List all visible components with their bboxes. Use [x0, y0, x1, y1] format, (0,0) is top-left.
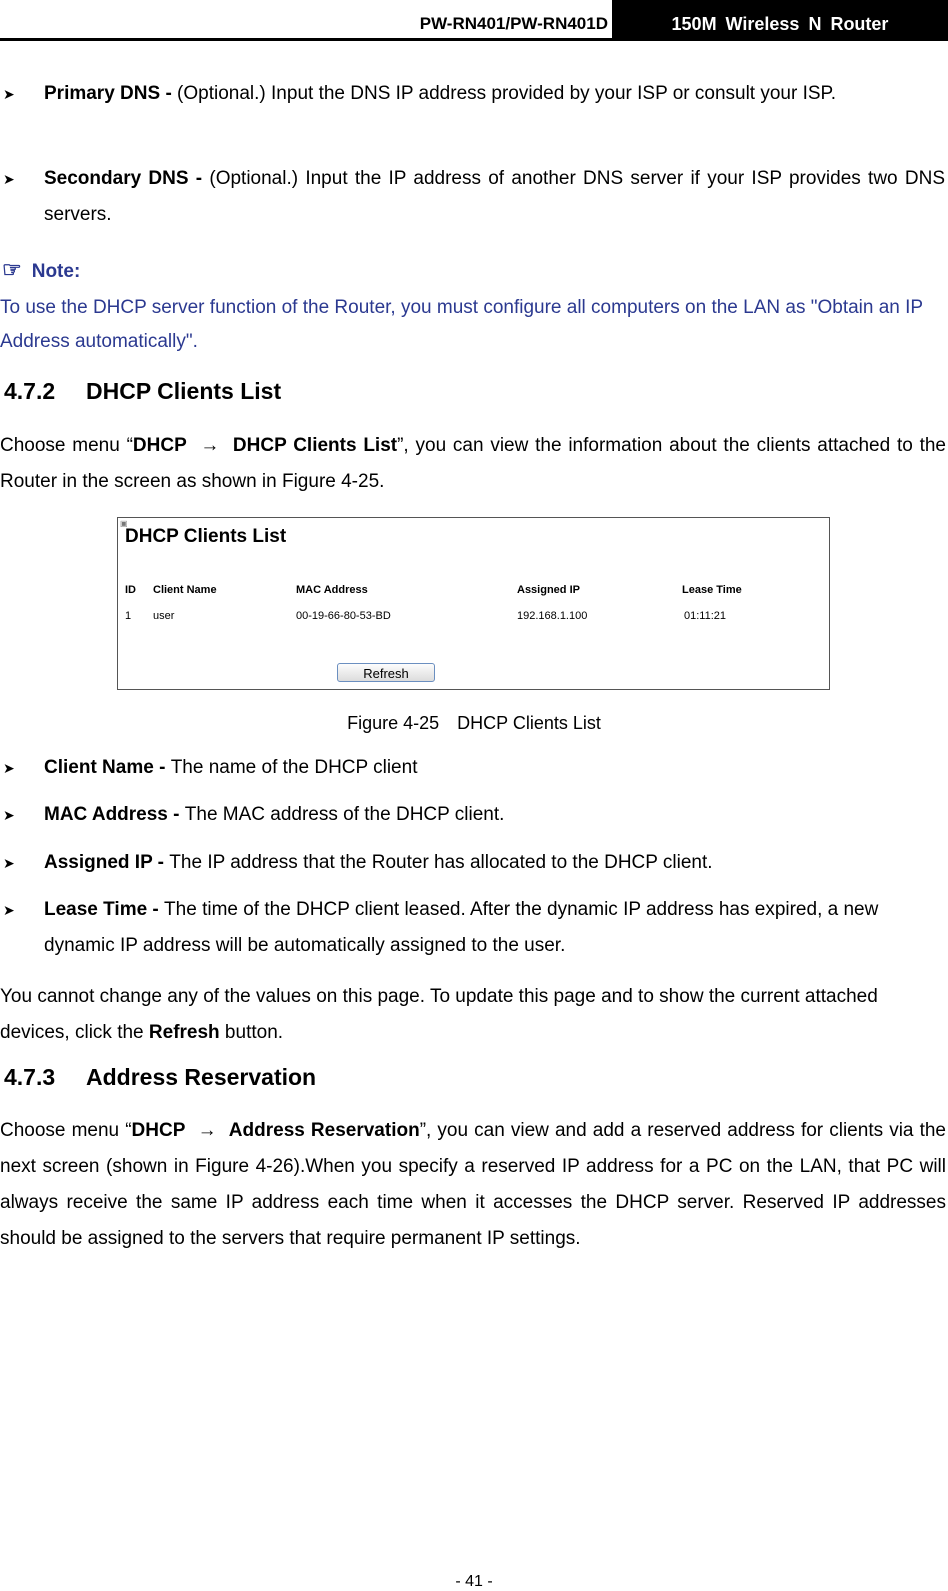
caption-number: Figure 4-25: [347, 713, 440, 733]
cell-lease-time: 01:11:21: [684, 610, 727, 622]
note-heading: [2, 257, 80, 283]
bullet-arrow-icon: ➤: [3, 760, 15, 776]
arrow-icon: →: [197, 1120, 217, 1141]
section-number: 4.7.3: [4, 1064, 56, 1090]
caption-text: DHCP Clients List: [457, 713, 601, 733]
bullet-secondary-dns: [0, 161, 945, 233]
arrow-icon: →: [200, 435, 220, 456]
bullet-term: Assigned IP -: [44, 852, 170, 873]
cell-id: 1: [125, 610, 132, 622]
bullet-arrow-icon: ➤: [3, 902, 15, 918]
bullet-text: The MAC address of the DHCP client.: [184, 804, 505, 825]
bullet-arrow-icon: ➤: [3, 855, 15, 871]
refresh-emphasis: Refresh: [148, 1022, 220, 1043]
bullet-primary-dns: [0, 76, 945, 112]
intro-text: Choose menu “: [0, 435, 133, 456]
bullet-term: Primary DNS -: [44, 83, 178, 104]
intro-text: Choose menu “: [0, 1120, 132, 1141]
bullet-mac-address: [0, 797, 945, 833]
bullet-term: Client Name -: [44, 757, 171, 778]
column-header-id: ID: [125, 584, 136, 596]
bullet-arrow-icon: ➤: [3, 807, 15, 823]
dhcp-clients-list-screenshot: [117, 517, 830, 690]
corner-marker-icon: ▣: [120, 519, 128, 528]
bullet-term: Lease Time -: [44, 899, 165, 920]
model-name: PW-RN401/PW-RN401D: [419, 14, 608, 33]
bullet-term: Secondary DNS -: [44, 168, 210, 189]
column-header-assigned-ip: Assigned IP: [517, 584, 580, 596]
section-title: Address Reservation: [86, 1064, 317, 1090]
menu-path-b: DHCP Clients List: [232, 435, 398, 456]
note-text: To use the DHCP server function of the Router, you must configure all computers on the LAN as "Obtain an IP Address automatically".: [0, 297, 923, 352]
bullet-text: (Optional.) Input the IP address of another DNS server if your ISP provides two DNS servers.: [44, 168, 945, 225]
column-header-lease-time: Lease Time: [682, 584, 742, 596]
header-rule: [0, 38, 948, 41]
figure-caption: [0, 713, 948, 734]
page-header: [0, 0, 948, 41]
refresh-paragraph: [0, 979, 946, 1051]
section-heading-473: [4, 1064, 316, 1091]
section-473-intro: [0, 1113, 946, 1257]
section-heading-472: [4, 378, 281, 405]
bullet-assigned-ip: [0, 845, 945, 881]
bullet-lease-time: [0, 892, 945, 964]
product-tag: 150M Wireless N Router: [612, 0, 948, 40]
figure-title: DHCP Clients List: [125, 526, 287, 547]
column-header-client-name: Client Name: [153, 584, 217, 596]
cell-assigned-ip: 192.168.1.100: [517, 610, 588, 622]
menu-path-b: Address Reservation: [228, 1120, 420, 1141]
bullet-text: (Optional.) Input the DNS IP address provided by your ISP or consult your ISP.: [177, 83, 837, 104]
section-472-intro: [0, 428, 946, 500]
bullet-text: The time of the DHCP client leased. After the dynamic IP address has expired, a new dynamic IP address will be automatically assigned to the user.: [44, 899, 879, 956]
cell-mac-address: 00-19-66-80-53-BD: [296, 610, 391, 622]
section-number: 4.7.2: [4, 378, 56, 404]
intro-text: ”, you can view and add a reserved address for clients via the next screen (shown in Figure 4-26).When you specify a reserved IP address for a PC on the LAN, that PC will always receive the same IP address each time when it accesses the DHCP server. Reserved IP addresses should be assigned to the servers that require permanent IP settings.: [0, 1120, 946, 1249]
intro-text: ”, you can view the information about the clients attached to the Router in the screen as shown in Figure 4-25.: [0, 435, 946, 492]
bullet-client-name: [0, 750, 945, 786]
cell-client-name: user: [153, 610, 175, 622]
note-label: Note:: [31, 261, 81, 282]
section-title: DHCP Clients List: [86, 378, 282, 404]
bullet-text: The IP address that the Router has allocated to the DHCP client.: [169, 852, 713, 873]
pointing-hand-icon: ☞: [2, 257, 22, 282]
paragraph-text: You cannot change any of the values on this page. To update this page and to show the current attached devices, click the: [0, 986, 878, 1043]
menu-path-a: DHCP: [131, 1120, 186, 1141]
menu-path-a: DHCP: [132, 435, 187, 456]
paragraph-text: button.: [219, 1022, 284, 1043]
column-header-mac-address: MAC Address: [296, 584, 368, 596]
bullet-arrow-icon: ➤: [3, 86, 15, 102]
refresh-button[interactable]: Refresh: [337, 663, 435, 682]
bullet-text: The name of the DHCP client: [170, 757, 418, 778]
page-number: - 41 -: [455, 1573, 493, 1590]
bullet-arrow-icon: ➤: [3, 171, 15, 187]
bullet-term: MAC Address -: [44, 804, 185, 825]
